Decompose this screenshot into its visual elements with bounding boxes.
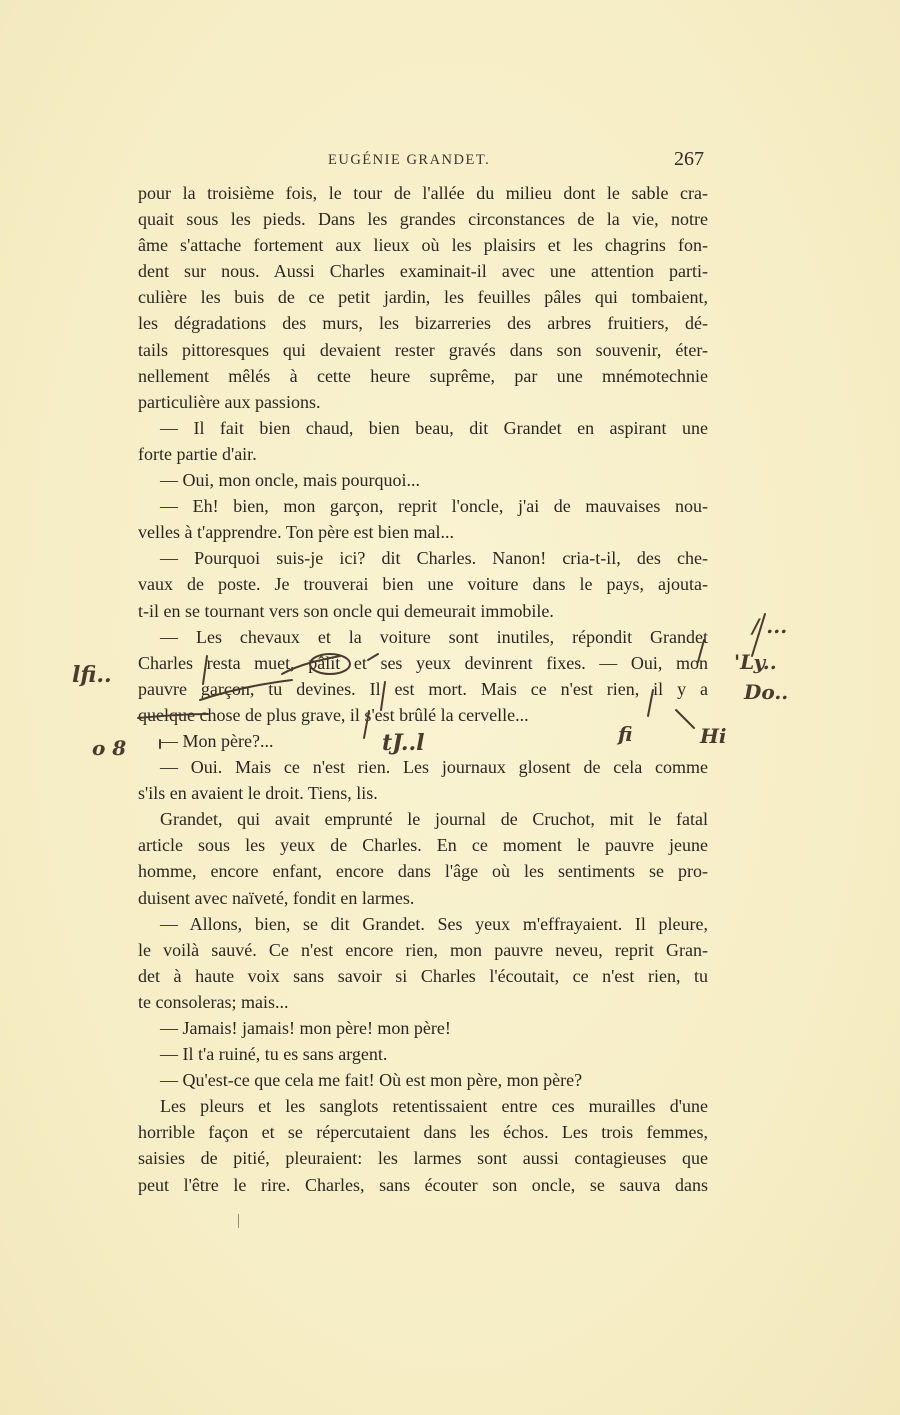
text-line: saisies de pitié, pleuraient: les larmes sont aussi contagieuses que: [138, 1148, 708, 1169]
correction-note-2: fi: [618, 722, 633, 746]
text-line: duisent avec naïveté, fondit en larmes.: [138, 887, 415, 908]
text-line: Grandet, qui avait emprunté le journal de Cruchot, mit le fatal: [160, 809, 708, 830]
circle-palit: [310, 654, 350, 674]
correction-note-1: tJ..l: [382, 730, 425, 756]
text-line: nellement mêlés à cette heure suprême, par une mnémotechnie: [138, 365, 708, 386]
text-line: les dégradations des murs, les bizarreries des arbres fruitiers, dé-: [138, 313, 708, 334]
margin-note-right-3: Do..: [744, 680, 789, 704]
text-line: particulière aux passions.: [138, 391, 321, 412]
correction-stroke-3: [676, 710, 694, 728]
text-line: — Les chevaux et la voiture sont inutiles, répondit Grandet: [160, 626, 708, 647]
strike-quelque: [138, 714, 208, 718]
text-line: dent sur nous. Aussi Charles examinait-il avec une attention parti-: [138, 261, 708, 282]
margin-note-left-2: o 8: [92, 736, 127, 760]
text-line: te consoleras; mais...: [138, 991, 289, 1012]
text-line: article sous les yeux de Charles. En ce moment le pauvre jeune: [138, 835, 708, 856]
text-line: homme, encore enfant, encore dans l'âge où les sentiments se pro-: [138, 861, 708, 882]
text-line: — Mon père?...: [160, 730, 274, 751]
text-line: — Allons, bien, se dit Grandet. Ses yeux m'effrayaient. Il pleure,: [160, 913, 708, 934]
text-line: — Jamais! jamais! mon père! mon père!: [160, 1018, 451, 1038]
margin-note-right-1: / ...: [752, 614, 788, 638]
text-line: forte partie d'air.: [138, 443, 257, 464]
text-line: — Pourquoi suis-je ici? dit Charles. Nanon! cria-t-il, des che-: [160, 548, 708, 569]
margin-note-right-4: Hi: [700, 724, 727, 748]
text-line: horrible façon et se répercutaient dans les échos. Les trois femmes,: [138, 1122, 708, 1143]
text-line: — Oui. Mais ce n'est rien. Les journaux glosent de cela comme: [160, 757, 708, 778]
strike-garcon: [200, 680, 292, 700]
text-line: âme s'attache fortement aux lieux où les plaisirs et les chagrins fon-: [138, 235, 708, 256]
correction-slash-2: [648, 690, 653, 716]
correction-caret-2: [381, 682, 385, 710]
running-title: EUGÉNIE GRANDET.: [328, 152, 491, 168]
correction-caret-1: [203, 656, 207, 684]
text-line: pour la troisième fois, le tour de l'allée du milieu dont le sable cra-: [138, 183, 708, 203]
stray-mark: [238, 1214, 239, 1228]
text-line: le voilà sauvé. Ce n'est encore rien, mon pauvre neveu, reprit Gran-: [138, 939, 708, 960]
margin-note-left-1: lfi..: [72, 662, 112, 688]
text-line: culière les buis de ce petit jardin, les feuilles pâles qui tombaient,: [138, 287, 708, 308]
text-line: peut l'être le rire. Charles, sans écouter son oncle, se sauva dans: [138, 1174, 708, 1195]
text-line: velles à t'apprendre. Ton père est bien mal...: [138, 522, 455, 543]
text-line: — Eh! bien, mon garçon, reprit l'oncle, j'ai de mauvaises nou-: [160, 496, 708, 517]
correction-slash-1: [698, 640, 704, 662]
text-line: Les pleurs et les sanglots retentissaient entre ces murailles d'une: [160, 1096, 708, 1117]
text-line: det à haute voix sans savoir si Charles l'écoutait, ce n'est rien, tu: [138, 965, 708, 986]
text-line: quait sous les pieds. Dans les grandes circonstances de la vie, notre: [138, 209, 708, 230]
text-line: pauvre garçon, tu devines. Il est mort. Mais ce n'est rien, il y a: [138, 678, 708, 699]
page-number: 267: [674, 148, 704, 170]
text-line: — Il fait bien chaud, bien beau, dit Grandet en aspirant une: [160, 417, 708, 438]
text-line: t-il en se tournant vers son oncle qui demeurait immobile.: [138, 600, 554, 621]
margin-note-right-2: 'Ly..: [734, 650, 777, 674]
correction-mark-ses: [368, 654, 378, 660]
text-line: Charles resta muet, pâlit et ses yeux devinrent fixes. — Oui, mon: [138, 652, 708, 673]
correction-caret-3: [364, 711, 369, 738]
margin-slash-right: [752, 614, 765, 656]
text-line: s'ils en avaient le droit. Tiens, lis.: [138, 783, 378, 804]
text-line: — Oui, mon oncle, mais pourquoi...: [160, 470, 420, 491]
text-line: quelque chose de plus grave, il s'est brûlé la cervelle...: [138, 704, 529, 725]
text-line: tails pittoresques qui devaient rester gravés dans son souvenir, éter-: [138, 339, 708, 360]
text-line: vaux de poste. Je trouverai bien une voiture dans le pays, ajouta-: [138, 574, 708, 595]
text-line: — Qu'est-ce que cela me fait! Où est mon père, mon père?: [160, 1070, 583, 1091]
text-line: — Il t'a ruiné, tu es sans argent.: [160, 1044, 388, 1065]
